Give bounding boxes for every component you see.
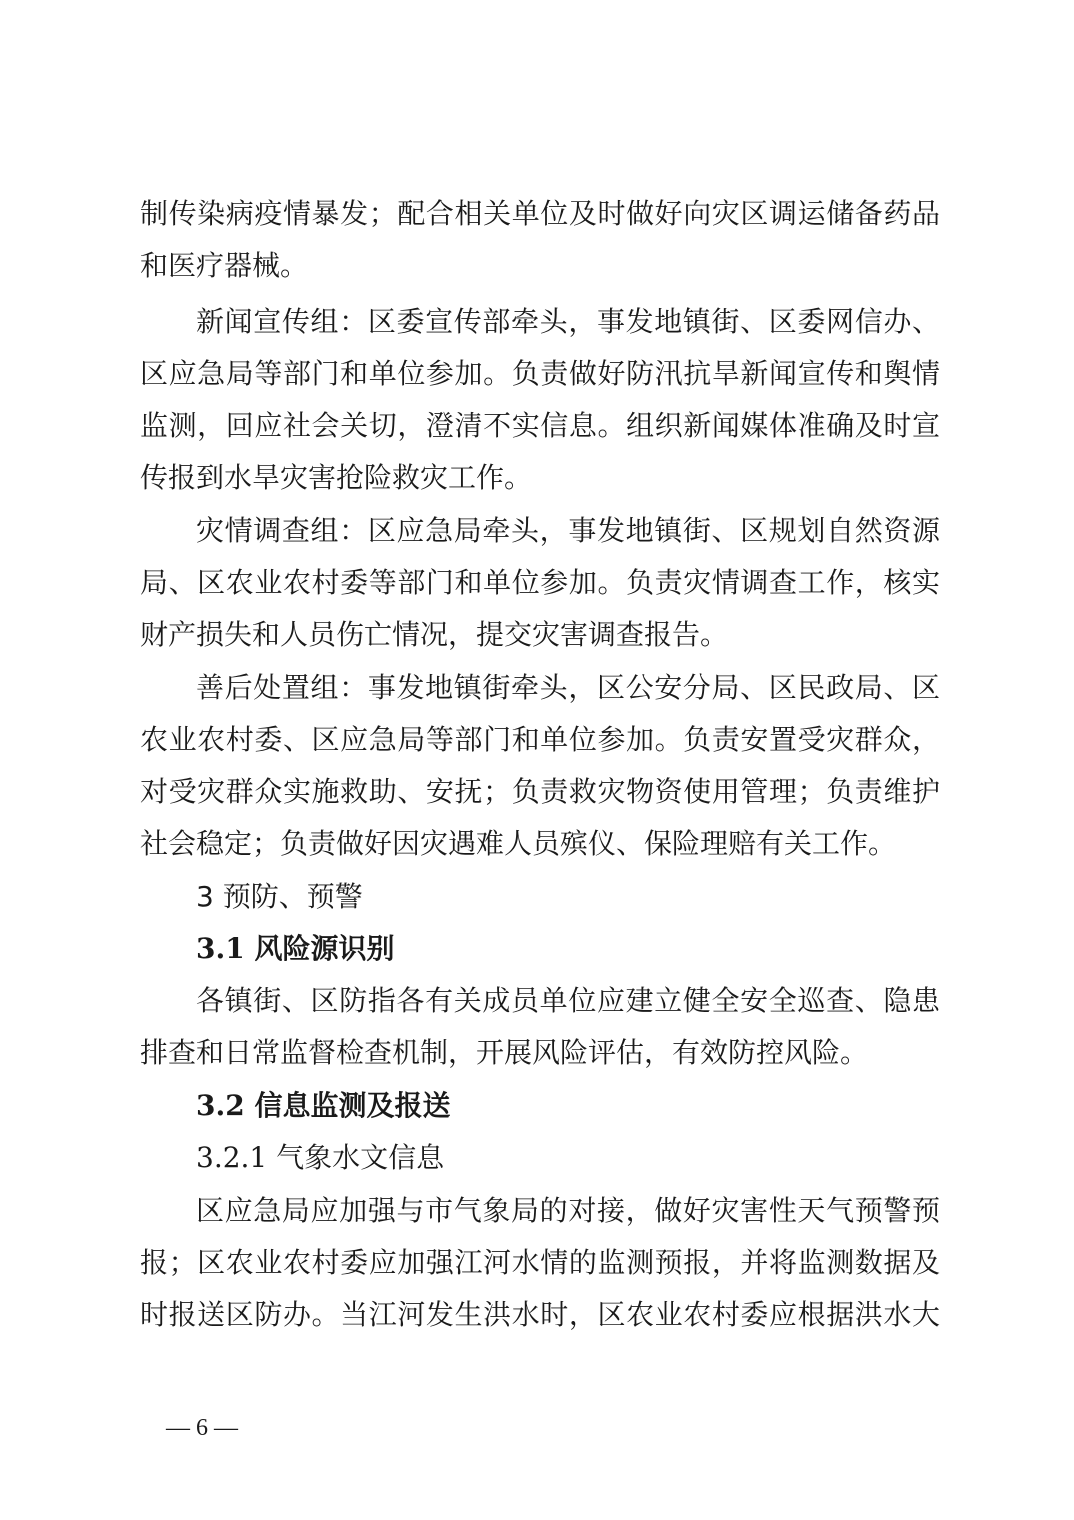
subsection-heading: 3.1 风险源识别: [196, 932, 395, 965]
paragraph-line: 监测，回应社会关切，澄清不实信息。组织新闻媒体准确及时宣: [140, 409, 940, 442]
paragraph-line: 善后处置组：事发地镇街牵头，区公安分局、区民政局、区: [196, 671, 940, 704]
paragraph-line: 新闻宣传组：区委宣传部牵头，事发地镇街、区委网信办、: [196, 305, 940, 338]
page-number: — 6 —: [166, 1415, 238, 1441]
paragraph-line: 各镇街、区防指各有关成员单位应建立健全安全巡查、隐患: [196, 984, 940, 1017]
sub-subsection-heading: 3.2.1 气象水文信息: [196, 1141, 445, 1174]
paragraph-line: 时报送区防办。当江河发生洪水时，区农业农村委应根据洪水大: [140, 1298, 940, 1331]
paragraph-line: 局、区农业农村委等部门和单位参加。负责灾情调查工作，核实: [140, 566, 940, 599]
paragraph-line: 财产损失和人员伤亡情况，提交灾害调查报告。: [140, 618, 729, 651]
paragraph-line: 和医疗器械。: [140, 249, 309, 282]
paragraph-line: 制传染病疫情暴发；配合相关单位及时做好向灾区调运储备药品: [140, 197, 940, 230]
paragraph-line: 传报到水旱灾害抢险救灾工作。: [140, 461, 533, 494]
paragraph-line: 社会稳定；负责做好因灾遇难人员殡仪、保险理赔有关工作。: [140, 827, 897, 860]
paragraph-line: 区应急局等部门和单位参加。负责做好防汛抗旱新闻宣传和舆情: [140, 357, 940, 390]
section-heading: 3 预防、预警: [196, 880, 363, 913]
paragraph-line: 农业农村委、区应急局等部门和单位参加。负责安置受灾群众，: [140, 723, 940, 756]
paragraph-line: 对受灾群众实施救助、安抚；负责救灾物资使用管理；负责维护: [140, 775, 940, 808]
paragraph-line: 排查和日常监督检查机制，开展风险评估，有效防控风险。: [140, 1036, 869, 1069]
paragraph-line: 报；区农业农村委应加强江河水情的监测预报，并将监测数据及: [140, 1246, 940, 1279]
paragraph-line: 区应急局应加强与市气象局的对接，做好灾害性天气预警预: [196, 1194, 940, 1227]
paragraph-line: 灾情调查组：区应急局牵头，事发地镇街、区规划自然资源: [196, 514, 940, 547]
subsection-heading: 3.2 信息监测及报送: [196, 1089, 451, 1122]
